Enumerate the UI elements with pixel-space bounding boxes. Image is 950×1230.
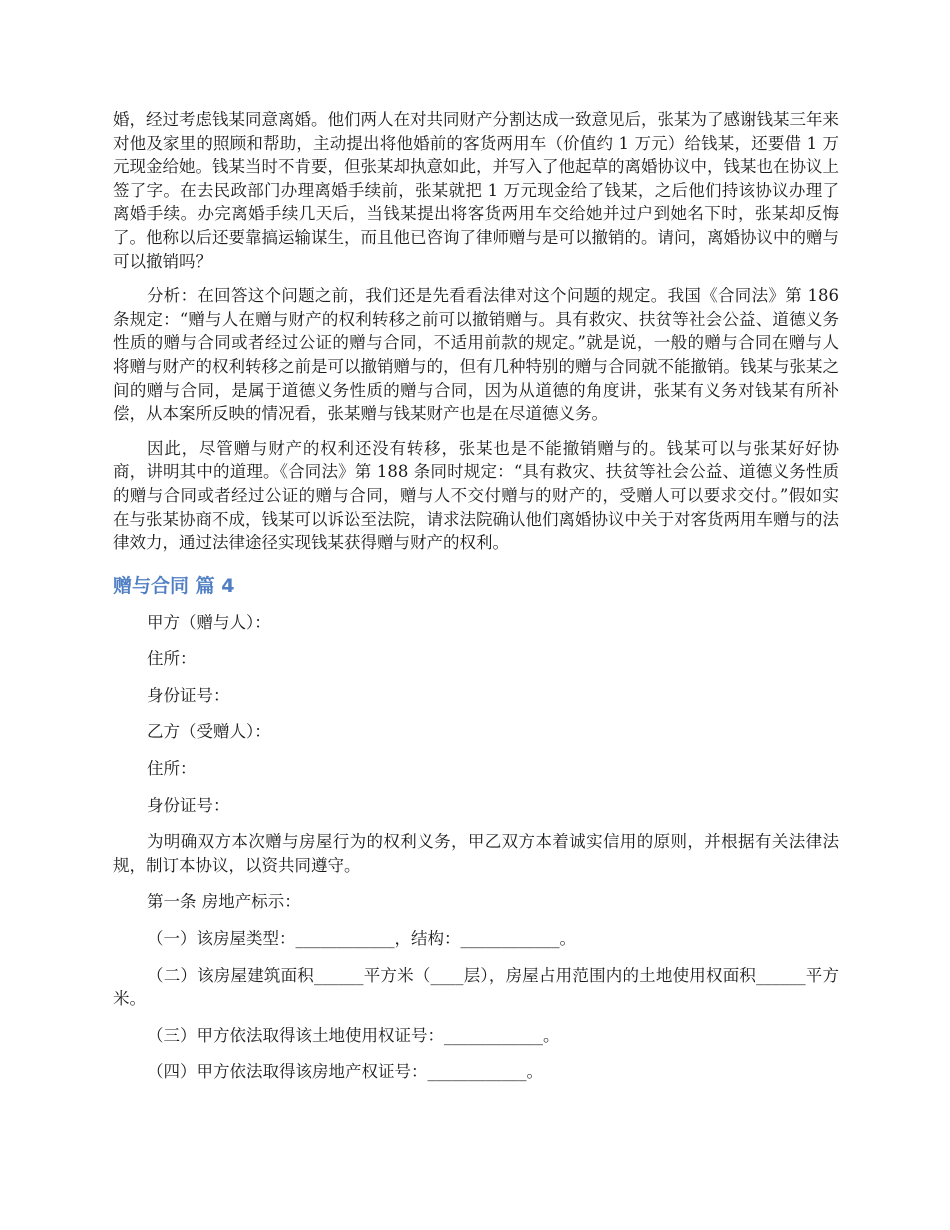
party-b-label: 乙方（受赠人）： (147, 722, 271, 742)
document-page (113, 108, 839, 1097)
conclusion-paragraph: 因此，尽管赠与财产的权利还没有转移，张某也是不能撤销赠与的。钱某可以与张某好好协商，讲明其中的道理。《合同法》第 188 条同时规定：“具有救灾、扶贫等社会公益、道德义务性质的赠与合同或者经过公证的赠与合同，赠与人不交付赠与的财产的，受赠人可以要求交付。”假如实在与张某协商不成，钱某可以诉讼至法院，请求法院确认他们离婚协议中关于对客货两用车赠与的法律效力，通过法律途径实现钱某获得赠与财产的权利。 (113, 438, 839, 553)
property-cert-item: （四）甲方依法取得该房地产权证号：____________。 (147, 1062, 543, 1082)
party-a-address-label: 住所： (147, 649, 197, 669)
land-use-cert-item: （三）甲方依法取得该土地使用权证号：____________。 (147, 1025, 560, 1045)
agreement-intro: 为明确双方本次赠与房屋行为的权利义务，甲乙双方本着诚实信用的原则，并根据有关法律法规，制订本协议，以资共同遵守。 (113, 832, 839, 875)
case-paragraph: 婚，经过考虑钱某同意离婚。他们两人在对共同财产分割达成一致意见后，张某为了感谢钱某三年来对他及家里的照顾和帮助，主动提出将他婚前的客货两用车（价值约 1 万元）给钱某，还要借 1 万元现金给她。钱某当时不肯要，但张某却执意如此，并写入了他起草的离婚协议中，钱某也在协议上签了字。在去民政部门办理离婚手续前，张某就把 1 万元现金给了钱某，之后他们持该协议办理了离婚手续。办完离婚手续几天后，当钱某提出将客货两用车交给她并过户到她名下时，张某却反悔了。他称以后还要靠搞运输谋生，而且他已咨询了律师赠与是可以撤销的。请问，离婚协议中的赠与可以撤销吗？ (113, 110, 839, 271)
party-a-label: 甲方（赠与人）： (147, 612, 271, 632)
property-type-item: （一）该房屋类型：____________，结构：____________。 (147, 929, 576, 949)
party-a-id-label: 身份证号： (147, 685, 230, 705)
analysis-paragraph: 分析：在回答这个问题之前，我们还是先看看法律对这个问题的规定。我国《合同法》第 186 条规定：“赠与人在赠与财产的权利转移之前可以撤销赠与。具有救灾、扶贫等社会公益、道德义务性质的赠与合同或者经过公证的赠与合同，不适用前款的规定。”就是说，一般的赠与合同在赠与人将赠与财产的权利转移之前是可以撤销赠与的，但有几种特别的赠与合同就不能撤销。钱某与张某之间的赠与合同，是属于道德义务性质的赠与合同，因为从道德的角度讲，张某有义务对钱某有所补偿，从本案所反映的情况看，张某赠与钱某财产也是在尽道德义务。 (113, 286, 839, 424)
building-area-item: （二）该房屋建筑面积______平方米（____层），房屋占用范围内的土地使用权面积______平方米。 (113, 965, 839, 1009)
party-b-id-label: 身份证号： (147, 795, 230, 815)
article-one-title: 第一条 房地产标示： (147, 892, 301, 912)
party-b-address-label: 住所： (147, 759, 197, 779)
section-heading: 赠与合同 篇 4 (113, 574, 235, 597)
